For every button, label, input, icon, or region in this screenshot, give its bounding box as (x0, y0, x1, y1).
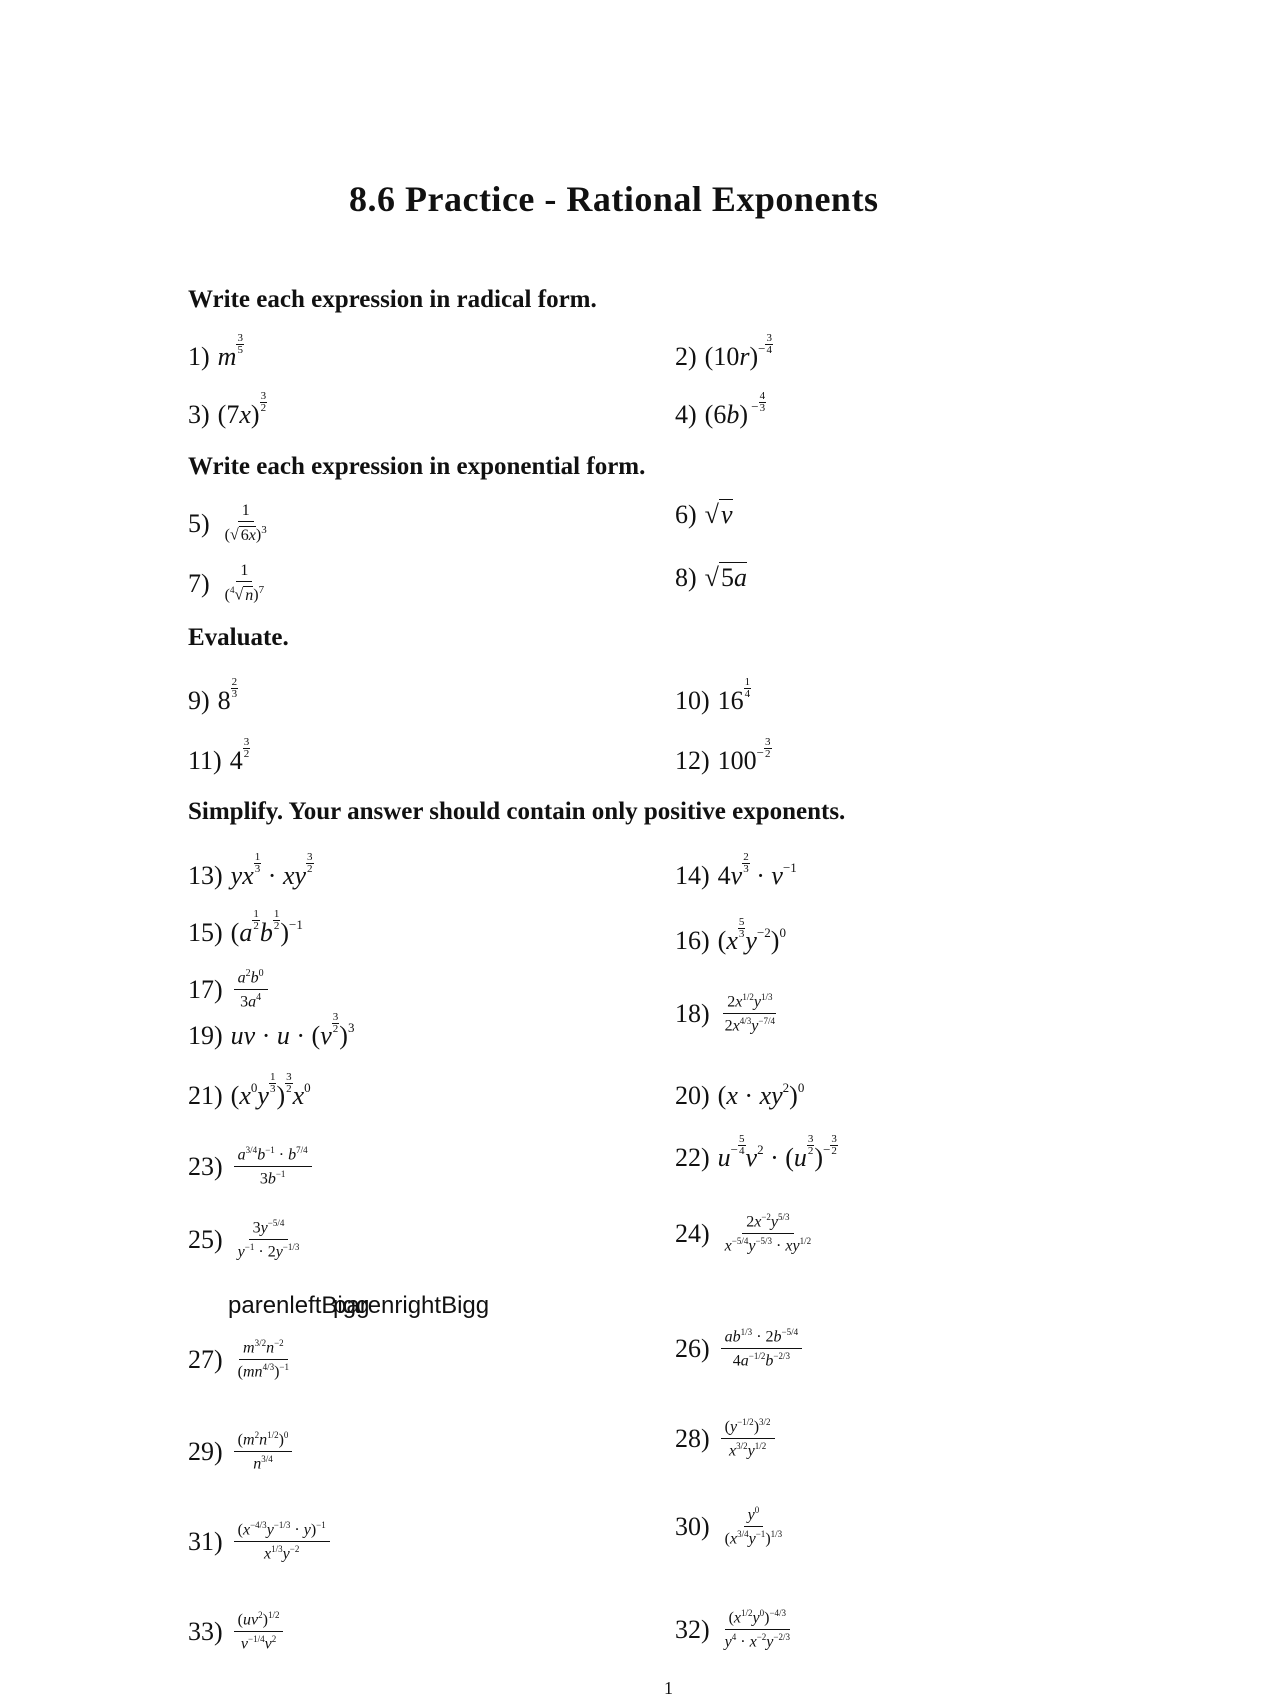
problem-6: 6) √v (675, 500, 733, 529)
problem-21: 21) (x 0 y 1 3 ) 3 2 x 0 (188, 1070, 311, 1110)
section-heading-radical: Write each expression in radical form. (188, 286, 597, 313)
problem-15: 15) (a 1 2 b 1 2 ) −1 (188, 907, 303, 947)
section-heading-exponential: Write each expression in exponential form. (188, 453, 646, 480)
problem-5: 5) $\frac{1}{(√ 6x)^3}$ (188, 502, 267, 544)
problem-22: 22) u − $\frac{5}{4}$ v 2 · (u 3 2 ) − $\frac{3}{2}$ (675, 1132, 837, 1172)
problem-13: 13) yx 1 3 · xy 3 2 (188, 850, 313, 890)
problem-27: 27) $\frac{m^{3/2}n^{-2}}{(mn^{4/3})^{-1}}$ (188, 1338, 289, 1381)
section-heading-evaluate: Evaluate. (188, 624, 289, 651)
problem-33: 33) $\frac{(uv^2)^{1/2}}{v^{-1/4}v^2}$ (188, 1610, 286, 1653)
problem-18: 18) $\frac{2x^{1/2}y^{1/3}}{2x^{4/3}y^{-7/4}}$ (675, 992, 775, 1035)
problem-9: 9) 8 2 3 (188, 675, 238, 715)
problem-4: 4) (6b) − $\frac{4}{3}$ (675, 389, 766, 429)
problem-24: 24) $\frac{2x^{-2}y^{5/3}}{x^{-5/4}y^{-5/3} \cdot xy^{1/2}}$ (675, 1212, 812, 1255)
problem-2: 2) (10r) − $\frac{3}{4}$ (675, 331, 772, 371)
problem-17: 17) $\frac{a^2b^0}{3a^4}$ (188, 968, 271, 1011)
stray-text-2: parenrightBigg (333, 1292, 490, 1319)
problem-30: 30) $\frac{y^0}{(x^{3/4}y^{-1})^{1/3}}$ (675, 1505, 783, 1548)
problem-20: 20) (x · xy 2 ) 0 (675, 1079, 805, 1110)
page-number: 1 (664, 1678, 673, 1698)
page-title: 8.6 Practice - Rational Exponents (349, 179, 879, 219)
problem-12: 12) 100 − $\frac{3}{2}$ (675, 735, 771, 775)
problem-1: 1) m 3 5 (188, 331, 243, 371)
problem-7: 7) $\frac{1}{(^4√ n)^7}$ (188, 562, 265, 604)
problem-31: 31) $\frac{(x^{-4/3}y^{-1/3} \cdot y)^{-1}}{x^{1/3}y^{-2}}$ (188, 1520, 333, 1563)
problem-10: 10) 16 1 4 (675, 675, 751, 715)
problem-3: 3) (7x) 3 2 (188, 389, 267, 429)
problem-11: 11) 4 3 2 (188, 735, 250, 775)
section-heading-simplify: Simplify. Your answer should contain only positive exponents. (188, 798, 846, 825)
problem-32: 32) $\frac{(x^{1/2}y^0)^{-4/3}}{y^4 \cdot x^{-2}y^{-2/3}}$ (675, 1608, 790, 1651)
problem-28: 28) $\frac{(y^{-1/2})^{3/2}}{x^{3/2}y^{1/2}}$ (675, 1417, 778, 1460)
problem-8: 8) √5a (675, 563, 747, 592)
stray-text: parenleftBigg (228, 1292, 370, 1319)
problem-25: 25) $\frac{3y^{-5/4}}{y^{-1} \cdot 2y^{-1/3}}$ (188, 1218, 300, 1261)
problem-23: 23) $\frac{a^{3/4}b^{-1} \cdot b^{7/4}}{3b^{-1}}$ (188, 1145, 315, 1188)
problem-16: 16) (x 5 3 y −2 ) 0 (675, 915, 786, 955)
problem-14: 14) 4v 2 3 · v −1 (675, 850, 797, 890)
problem-26: 26) $\frac{ab^{1/3} \cdot 2b^{-5/4}}{4a^{-1/2}b^{-2/3}}$ (675, 1327, 805, 1370)
problem-19: 19) uv · u · (v 3 2 ) 3 (188, 1010, 355, 1050)
problem-29: 29) $\frac{(m^2n^{1/2})^0}{n^{3/4}}$ (188, 1430, 295, 1473)
